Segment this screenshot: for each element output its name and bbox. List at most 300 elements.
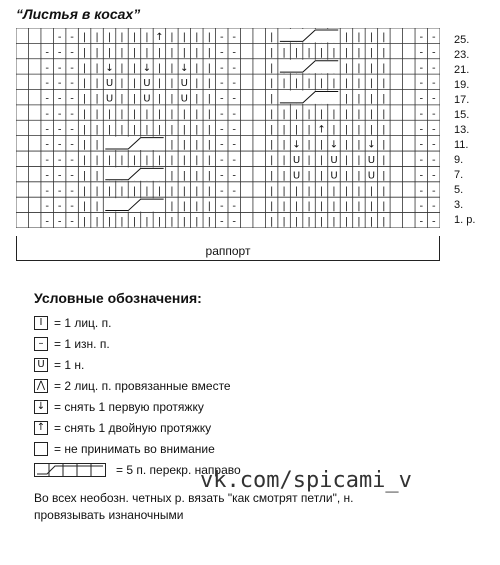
chart-symbol: | bbox=[107, 47, 112, 59]
chart-symbol: | bbox=[344, 201, 349, 213]
chart-symbol: U bbox=[105, 78, 114, 90]
chart-symbol: | bbox=[382, 31, 386, 43]
yarn-over-icon: U bbox=[34, 358, 48, 372]
chart-symbol: | bbox=[357, 93, 361, 105]
legend-text: = 5 п. перекр. направо bbox=[116, 462, 241, 477]
chart-symbol: | bbox=[282, 47, 286, 59]
chart-symbol: | bbox=[269, 155, 274, 167]
chart-symbol: | bbox=[107, 124, 112, 136]
chart-symbol: | bbox=[170, 139, 174, 151]
chart-symbol: | bbox=[307, 216, 311, 228]
chart-symbol: | bbox=[120, 185, 124, 197]
chart-symbol: - bbox=[419, 139, 424, 151]
chart-symbol: | bbox=[344, 155, 349, 167]
chart-symbol: | bbox=[207, 139, 211, 151]
chart-symbol: - bbox=[45, 216, 49, 228]
legend-item bbox=[34, 333, 474, 354]
chart-symbol: | bbox=[357, 201, 361, 213]
chart-symbol: - bbox=[232, 31, 237, 43]
chart-symbol: | bbox=[294, 108, 299, 120]
chart-symbol: - bbox=[45, 155, 49, 167]
chart-symbol: - bbox=[431, 155, 436, 167]
row-number: 21. bbox=[454, 64, 470, 76]
purl-icon: – bbox=[34, 337, 48, 351]
chart-symbol: | bbox=[182, 139, 187, 151]
chart-symbol: | bbox=[369, 47, 374, 59]
chart-symbol: | bbox=[269, 216, 274, 228]
chart-symbol: | bbox=[132, 47, 137, 59]
chart-symbol: - bbox=[57, 31, 62, 43]
chart-symbol: | bbox=[382, 47, 386, 59]
chart-symbol: | bbox=[319, 170, 324, 182]
chart-symbol: - bbox=[219, 124, 224, 136]
knitting-chart bbox=[16, 28, 440, 228]
chart-symbol: | bbox=[170, 124, 174, 136]
chart-symbol: - bbox=[419, 216, 424, 228]
chart-symbol: | bbox=[307, 201, 311, 213]
chart-symbol: - bbox=[57, 170, 62, 182]
chart-symbol: | bbox=[269, 47, 274, 59]
chart-symbol: | bbox=[344, 47, 349, 59]
chart-symbol: | bbox=[182, 124, 187, 136]
chart-symbol: | bbox=[332, 124, 336, 136]
chart-symbol: - bbox=[419, 108, 424, 120]
chart-symbol: | bbox=[195, 124, 199, 136]
chart-symbol: | bbox=[120, 78, 124, 90]
chart-symbol: | bbox=[319, 185, 324, 197]
chart-symbol: | bbox=[357, 78, 361, 90]
chart-symbol: | bbox=[294, 47, 299, 59]
chart-symbol: - bbox=[57, 108, 62, 120]
chart-symbol: | bbox=[307, 185, 311, 197]
chart-symbol: | bbox=[332, 78, 336, 90]
chart-symbol: | bbox=[382, 62, 386, 74]
chart-symbol: - bbox=[419, 62, 424, 74]
chart-symbol: - bbox=[70, 31, 74, 43]
chart-symbol: - bbox=[57, 47, 62, 59]
chart-symbol: U bbox=[367, 155, 376, 167]
chart-symbol: | bbox=[170, 170, 174, 182]
chart-symbol: ↓ bbox=[367, 139, 376, 151]
chart-symbol: | bbox=[132, 62, 137, 74]
chart-symbol: | bbox=[182, 108, 187, 120]
chart-symbol: | bbox=[319, 108, 324, 120]
chart-symbol: | bbox=[120, 108, 124, 120]
chart-symbol: | bbox=[170, 31, 174, 43]
chart-symbol: - bbox=[219, 108, 224, 120]
chart-symbol: - bbox=[45, 78, 49, 90]
chart-symbol: U bbox=[105, 93, 114, 105]
chart-symbol: | bbox=[145, 185, 149, 197]
chart-symbol: - bbox=[219, 170, 224, 182]
chart-symbol: | bbox=[170, 155, 174, 167]
chart-symbol: - bbox=[419, 93, 424, 105]
chart-symbol: | bbox=[82, 201, 87, 213]
chart-symbol: | bbox=[382, 139, 386, 151]
chart-symbol: | bbox=[157, 185, 162, 197]
chart-symbol: | bbox=[319, 155, 324, 167]
chart-symbol: | bbox=[195, 185, 199, 197]
chart-symbol: | bbox=[195, 93, 199, 105]
chart-symbol: | bbox=[207, 155, 211, 167]
chart-symbol: | bbox=[195, 31, 199, 43]
chart-symbol: | bbox=[107, 108, 112, 120]
chart-symbol: - bbox=[70, 93, 74, 105]
chart-symbol: - bbox=[70, 139, 74, 151]
chart-symbol: | bbox=[132, 216, 137, 228]
chart-symbol: | bbox=[95, 78, 99, 90]
chart-symbol: | bbox=[107, 216, 112, 228]
chart-symbol: - bbox=[45, 185, 49, 197]
chart-symbol: - bbox=[232, 124, 237, 136]
chart-symbol: - bbox=[431, 201, 436, 213]
chart-symbol: U bbox=[330, 170, 338, 182]
chart-symbol: | bbox=[207, 124, 211, 136]
chart-symbol: | bbox=[357, 216, 361, 228]
chart-symbol: - bbox=[70, 216, 74, 228]
row-number: 17. bbox=[454, 94, 470, 106]
chart-symbol: | bbox=[195, 216, 199, 228]
chart-symbol: | bbox=[269, 185, 274, 197]
legend-text: = 1 изн. п. bbox=[54, 336, 110, 351]
chart-symbol: - bbox=[219, 155, 224, 167]
chart-symbol: | bbox=[344, 93, 349, 105]
chart-symbol: - bbox=[45, 170, 49, 182]
chart-symbol: | bbox=[207, 216, 211, 228]
chart-symbol: | bbox=[182, 216, 187, 228]
chart-symbol: | bbox=[332, 108, 336, 120]
chart-symbol: - bbox=[219, 216, 224, 228]
chart-symbol: - bbox=[57, 93, 62, 105]
chart-symbol: - bbox=[70, 62, 74, 74]
chart-symbol: | bbox=[195, 78, 199, 90]
chart-symbol: | bbox=[294, 201, 299, 213]
chart-symbol: - bbox=[431, 185, 436, 197]
chart-symbol: - bbox=[45, 124, 49, 136]
chart-symbol: - bbox=[431, 170, 436, 182]
chart-symbol: | bbox=[82, 31, 87, 43]
chart-symbol: | bbox=[382, 216, 386, 228]
chart-symbol: - bbox=[45, 139, 49, 151]
legend-text: = 2 лиц. п. провязанные вместе bbox=[54, 378, 231, 393]
chart-symbol: | bbox=[357, 170, 361, 182]
chart-symbol: ↓ bbox=[142, 62, 152, 74]
chart-symbol: | bbox=[170, 185, 174, 197]
chart-symbol: - bbox=[57, 62, 62, 74]
chart-symbol: | bbox=[207, 201, 211, 213]
chart-symbol: | bbox=[332, 216, 336, 228]
chart-symbol: | bbox=[294, 124, 299, 136]
row-number: 11. bbox=[454, 139, 469, 151]
chart-symbol: | bbox=[132, 93, 137, 105]
chart-symbol: | bbox=[357, 124, 361, 136]
chart-symbol: | bbox=[307, 47, 311, 59]
chart-symbol: | bbox=[170, 78, 174, 90]
chart-symbol: | bbox=[382, 124, 386, 136]
legend-item bbox=[34, 438, 474, 459]
chart-symbol: - bbox=[431, 216, 436, 228]
chart-symbol: - bbox=[232, 47, 237, 59]
chart-symbol: - bbox=[45, 93, 49, 105]
chart-symbol: | bbox=[195, 139, 199, 151]
chart-symbol: | bbox=[282, 155, 286, 167]
knit-icon: I bbox=[34, 316, 48, 330]
chart-symbol: | bbox=[170, 108, 174, 120]
chart-symbol: | bbox=[344, 62, 349, 74]
chart-symbol: | bbox=[369, 31, 374, 43]
chart-symbol: | bbox=[82, 185, 87, 197]
chart-symbol: | bbox=[145, 155, 149, 167]
chart-symbol: | bbox=[195, 62, 199, 74]
chart-symbol: | bbox=[357, 155, 361, 167]
chart-symbol: | bbox=[82, 139, 87, 151]
ignore-icon bbox=[34, 442, 48, 456]
chart-symbol: | bbox=[357, 62, 361, 74]
chart-symbol: | bbox=[369, 108, 374, 120]
chart-symbol: | bbox=[170, 93, 174, 105]
chart-symbol: - bbox=[219, 62, 224, 74]
legend-text: = снять 1 первую протяжку bbox=[54, 399, 204, 414]
chart-symbol: - bbox=[419, 155, 424, 167]
chart-symbol: | bbox=[82, 108, 87, 120]
chart-symbol: U bbox=[330, 155, 338, 167]
legend-item bbox=[34, 375, 474, 396]
chart-symbol: - bbox=[219, 139, 224, 151]
chart-symbol: | bbox=[95, 108, 99, 120]
chart-symbol: | bbox=[107, 185, 112, 197]
chart-symbol: | bbox=[157, 124, 162, 136]
chart-symbol: - bbox=[232, 139, 237, 151]
chart-symbol: - bbox=[232, 170, 237, 182]
chart-symbol: - bbox=[70, 78, 74, 90]
chart-symbol: - bbox=[232, 62, 237, 74]
chart-symbol: | bbox=[132, 108, 137, 120]
chart-symbol: U bbox=[143, 78, 151, 90]
chart-symbol: | bbox=[369, 93, 374, 105]
row-number: 9. bbox=[454, 154, 464, 166]
chart-symbol: - bbox=[431, 108, 436, 120]
chart-symbol: | bbox=[207, 185, 211, 197]
chart-symbol: | bbox=[282, 139, 286, 151]
chart-symbol: - bbox=[419, 185, 424, 197]
chart-symbol: - bbox=[419, 31, 424, 43]
chart-symbol: ↓ bbox=[292, 139, 301, 151]
chart-symbol: | bbox=[145, 108, 149, 120]
chart-symbol: - bbox=[232, 185, 237, 197]
chart-title: “Листья в косах” bbox=[16, 6, 141, 22]
chart-symbol: | bbox=[369, 78, 374, 90]
chart-symbol: | bbox=[195, 47, 199, 59]
row-number: 3. bbox=[454, 199, 464, 211]
chart-symbol: | bbox=[195, 201, 199, 213]
chart-symbol: | bbox=[357, 139, 361, 151]
chart-symbol: | bbox=[182, 31, 187, 43]
chart-symbol: | bbox=[157, 155, 162, 167]
chart-symbol: - bbox=[232, 108, 237, 120]
chart-symbol: | bbox=[195, 170, 199, 182]
chart-symbol: | bbox=[120, 155, 124, 167]
chart-symbol: - bbox=[70, 185, 74, 197]
chart-symbol: | bbox=[369, 124, 374, 136]
chart-symbol: | bbox=[282, 78, 286, 90]
chart-symbol: | bbox=[282, 185, 286, 197]
chart-symbol: - bbox=[232, 93, 237, 105]
chart-symbol: | bbox=[120, 124, 124, 136]
chart-symbol: | bbox=[382, 78, 386, 90]
chart-symbol: - bbox=[70, 155, 74, 167]
chart-symbol: | bbox=[207, 47, 211, 59]
legend-item bbox=[34, 396, 474, 417]
chart-symbol: | bbox=[170, 201, 174, 213]
chart-symbol: | bbox=[319, 47, 324, 59]
chart-symbol: | bbox=[132, 31, 137, 43]
chart-symbol: | bbox=[344, 108, 349, 120]
chart-symbol: - bbox=[219, 93, 224, 105]
chart-symbol: | bbox=[294, 78, 299, 90]
chart-symbol: | bbox=[294, 216, 299, 228]
chart-symbol: | bbox=[195, 108, 199, 120]
legend bbox=[34, 312, 474, 480]
chart-symbol: | bbox=[170, 47, 174, 59]
chart-symbol: | bbox=[269, 170, 274, 182]
chart-symbol: U bbox=[292, 155, 301, 167]
chart-symbol: | bbox=[182, 155, 187, 167]
chart-symbol: | bbox=[307, 124, 311, 136]
chart-symbol: | bbox=[344, 31, 349, 43]
chart-symbol: | bbox=[319, 216, 324, 228]
chart-symbol: - bbox=[232, 78, 237, 90]
row-number: 23. bbox=[454, 49, 470, 61]
chart-symbol: - bbox=[232, 155, 237, 167]
chart-symbol: | bbox=[332, 185, 336, 197]
chart-symbol: ↑ bbox=[155, 31, 164, 43]
chart-symbol: - bbox=[57, 78, 62, 90]
row-number: 25. bbox=[454, 34, 470, 46]
chart-symbol: | bbox=[195, 155, 199, 167]
chart-symbol: - bbox=[232, 216, 237, 228]
chart-symbol: - bbox=[219, 47, 224, 59]
chart-symbol: | bbox=[382, 185, 386, 197]
row-number: 5. bbox=[454, 184, 464, 196]
chart-symbol: | bbox=[307, 170, 311, 182]
chart-symbol: | bbox=[269, 201, 274, 213]
chart-symbol: - bbox=[431, 139, 436, 151]
chart-symbol: | bbox=[282, 201, 286, 213]
chart-symbol: - bbox=[57, 124, 62, 136]
chart-symbol: - bbox=[431, 78, 436, 90]
legend-text: = снять 1 двойную протяжку bbox=[54, 420, 212, 435]
chart-symbol: - bbox=[431, 62, 436, 74]
chart-symbol: | bbox=[145, 216, 149, 228]
chart-symbol: | bbox=[157, 47, 162, 59]
chart-symbol: - bbox=[57, 185, 62, 197]
watermark: vk.com/spicami_v bbox=[200, 468, 412, 493]
chart-symbol: | bbox=[369, 62, 374, 74]
chart-symbol: - bbox=[419, 47, 424, 59]
chart-symbol: - bbox=[419, 170, 424, 182]
chart-symbol: | bbox=[269, 139, 274, 151]
chart-symbol: | bbox=[332, 201, 336, 213]
chart-symbol: | bbox=[357, 47, 361, 59]
chart-symbol: | bbox=[95, 62, 99, 74]
chart-symbol: | bbox=[95, 93, 99, 105]
chart-symbol: | bbox=[207, 93, 211, 105]
chart-symbol: | bbox=[157, 62, 162, 74]
slip-double-icon: ↑ bbox=[34, 421, 48, 435]
chart-symbol: | bbox=[95, 185, 99, 197]
legend-title: Условные обозначения: bbox=[34, 290, 202, 306]
chart-symbol: | bbox=[344, 185, 349, 197]
chart-symbol: - bbox=[45, 108, 49, 120]
chart-symbol: | bbox=[182, 185, 187, 197]
chart-symbol: | bbox=[307, 108, 311, 120]
chart-symbol: | bbox=[382, 108, 386, 120]
chart-symbol: | bbox=[344, 139, 349, 151]
legend-text: = 1 лиц. п. bbox=[54, 315, 112, 330]
chart-symbol: | bbox=[157, 78, 162, 90]
chart-symbol: | bbox=[269, 62, 274, 74]
chart-symbol: - bbox=[45, 201, 49, 213]
chart-symbol: | bbox=[107, 31, 112, 43]
chart-symbol: - bbox=[419, 201, 424, 213]
chart-symbol: - bbox=[70, 47, 74, 59]
chart-symbol: - bbox=[70, 124, 74, 136]
legend-item bbox=[34, 312, 474, 333]
row-number: 15. bbox=[454, 109, 470, 121]
chart-symbol: | bbox=[319, 78, 324, 90]
legend-item bbox=[34, 354, 474, 375]
chart-symbol: | bbox=[207, 62, 211, 74]
row-number: 7. bbox=[454, 169, 464, 181]
chart-symbol: | bbox=[82, 47, 87, 59]
chart-symbol: | bbox=[120, 93, 124, 105]
chart-symbol: U bbox=[292, 170, 301, 182]
chart-symbol: | bbox=[157, 93, 162, 105]
chart-symbol: - bbox=[431, 93, 436, 105]
knit-two-together-icon: ⋀ bbox=[34, 379, 48, 393]
chart-symbol: | bbox=[344, 216, 349, 228]
chart-symbol: | bbox=[95, 216, 99, 228]
chart-symbol: U bbox=[180, 93, 189, 105]
chart-symbol: ↓ bbox=[180, 62, 189, 74]
chart-symbol: | bbox=[82, 216, 87, 228]
chart-symbol: | bbox=[294, 185, 299, 197]
chart-symbol: | bbox=[357, 185, 361, 197]
chart-symbol: - bbox=[232, 201, 237, 213]
chart-symbol: | bbox=[269, 78, 274, 90]
chart-symbol: - bbox=[219, 78, 224, 90]
chart-symbol: - bbox=[57, 139, 62, 151]
chart-symbol: | bbox=[319, 201, 324, 213]
chart-symbol: - bbox=[70, 108, 74, 120]
chart-symbol: | bbox=[157, 216, 162, 228]
chart-symbol: | bbox=[369, 185, 374, 197]
chart-symbol: | bbox=[95, 201, 99, 213]
chart-symbol: | bbox=[182, 170, 187, 182]
chart-symbol: | bbox=[82, 155, 87, 167]
chart-symbol: | bbox=[357, 31, 361, 43]
chart-symbol: | bbox=[207, 170, 211, 182]
chart-symbol: | bbox=[207, 108, 211, 120]
chart-symbol: - bbox=[45, 62, 49, 74]
chart-symbol: | bbox=[307, 78, 311, 90]
legend-text: = 1 н. bbox=[54, 357, 85, 372]
chart-symbol: | bbox=[170, 216, 174, 228]
chart-symbol: | bbox=[95, 31, 99, 43]
chart-symbol: U bbox=[180, 78, 189, 90]
chart-symbol: | bbox=[95, 155, 99, 167]
chart-symbol: - bbox=[57, 201, 62, 213]
